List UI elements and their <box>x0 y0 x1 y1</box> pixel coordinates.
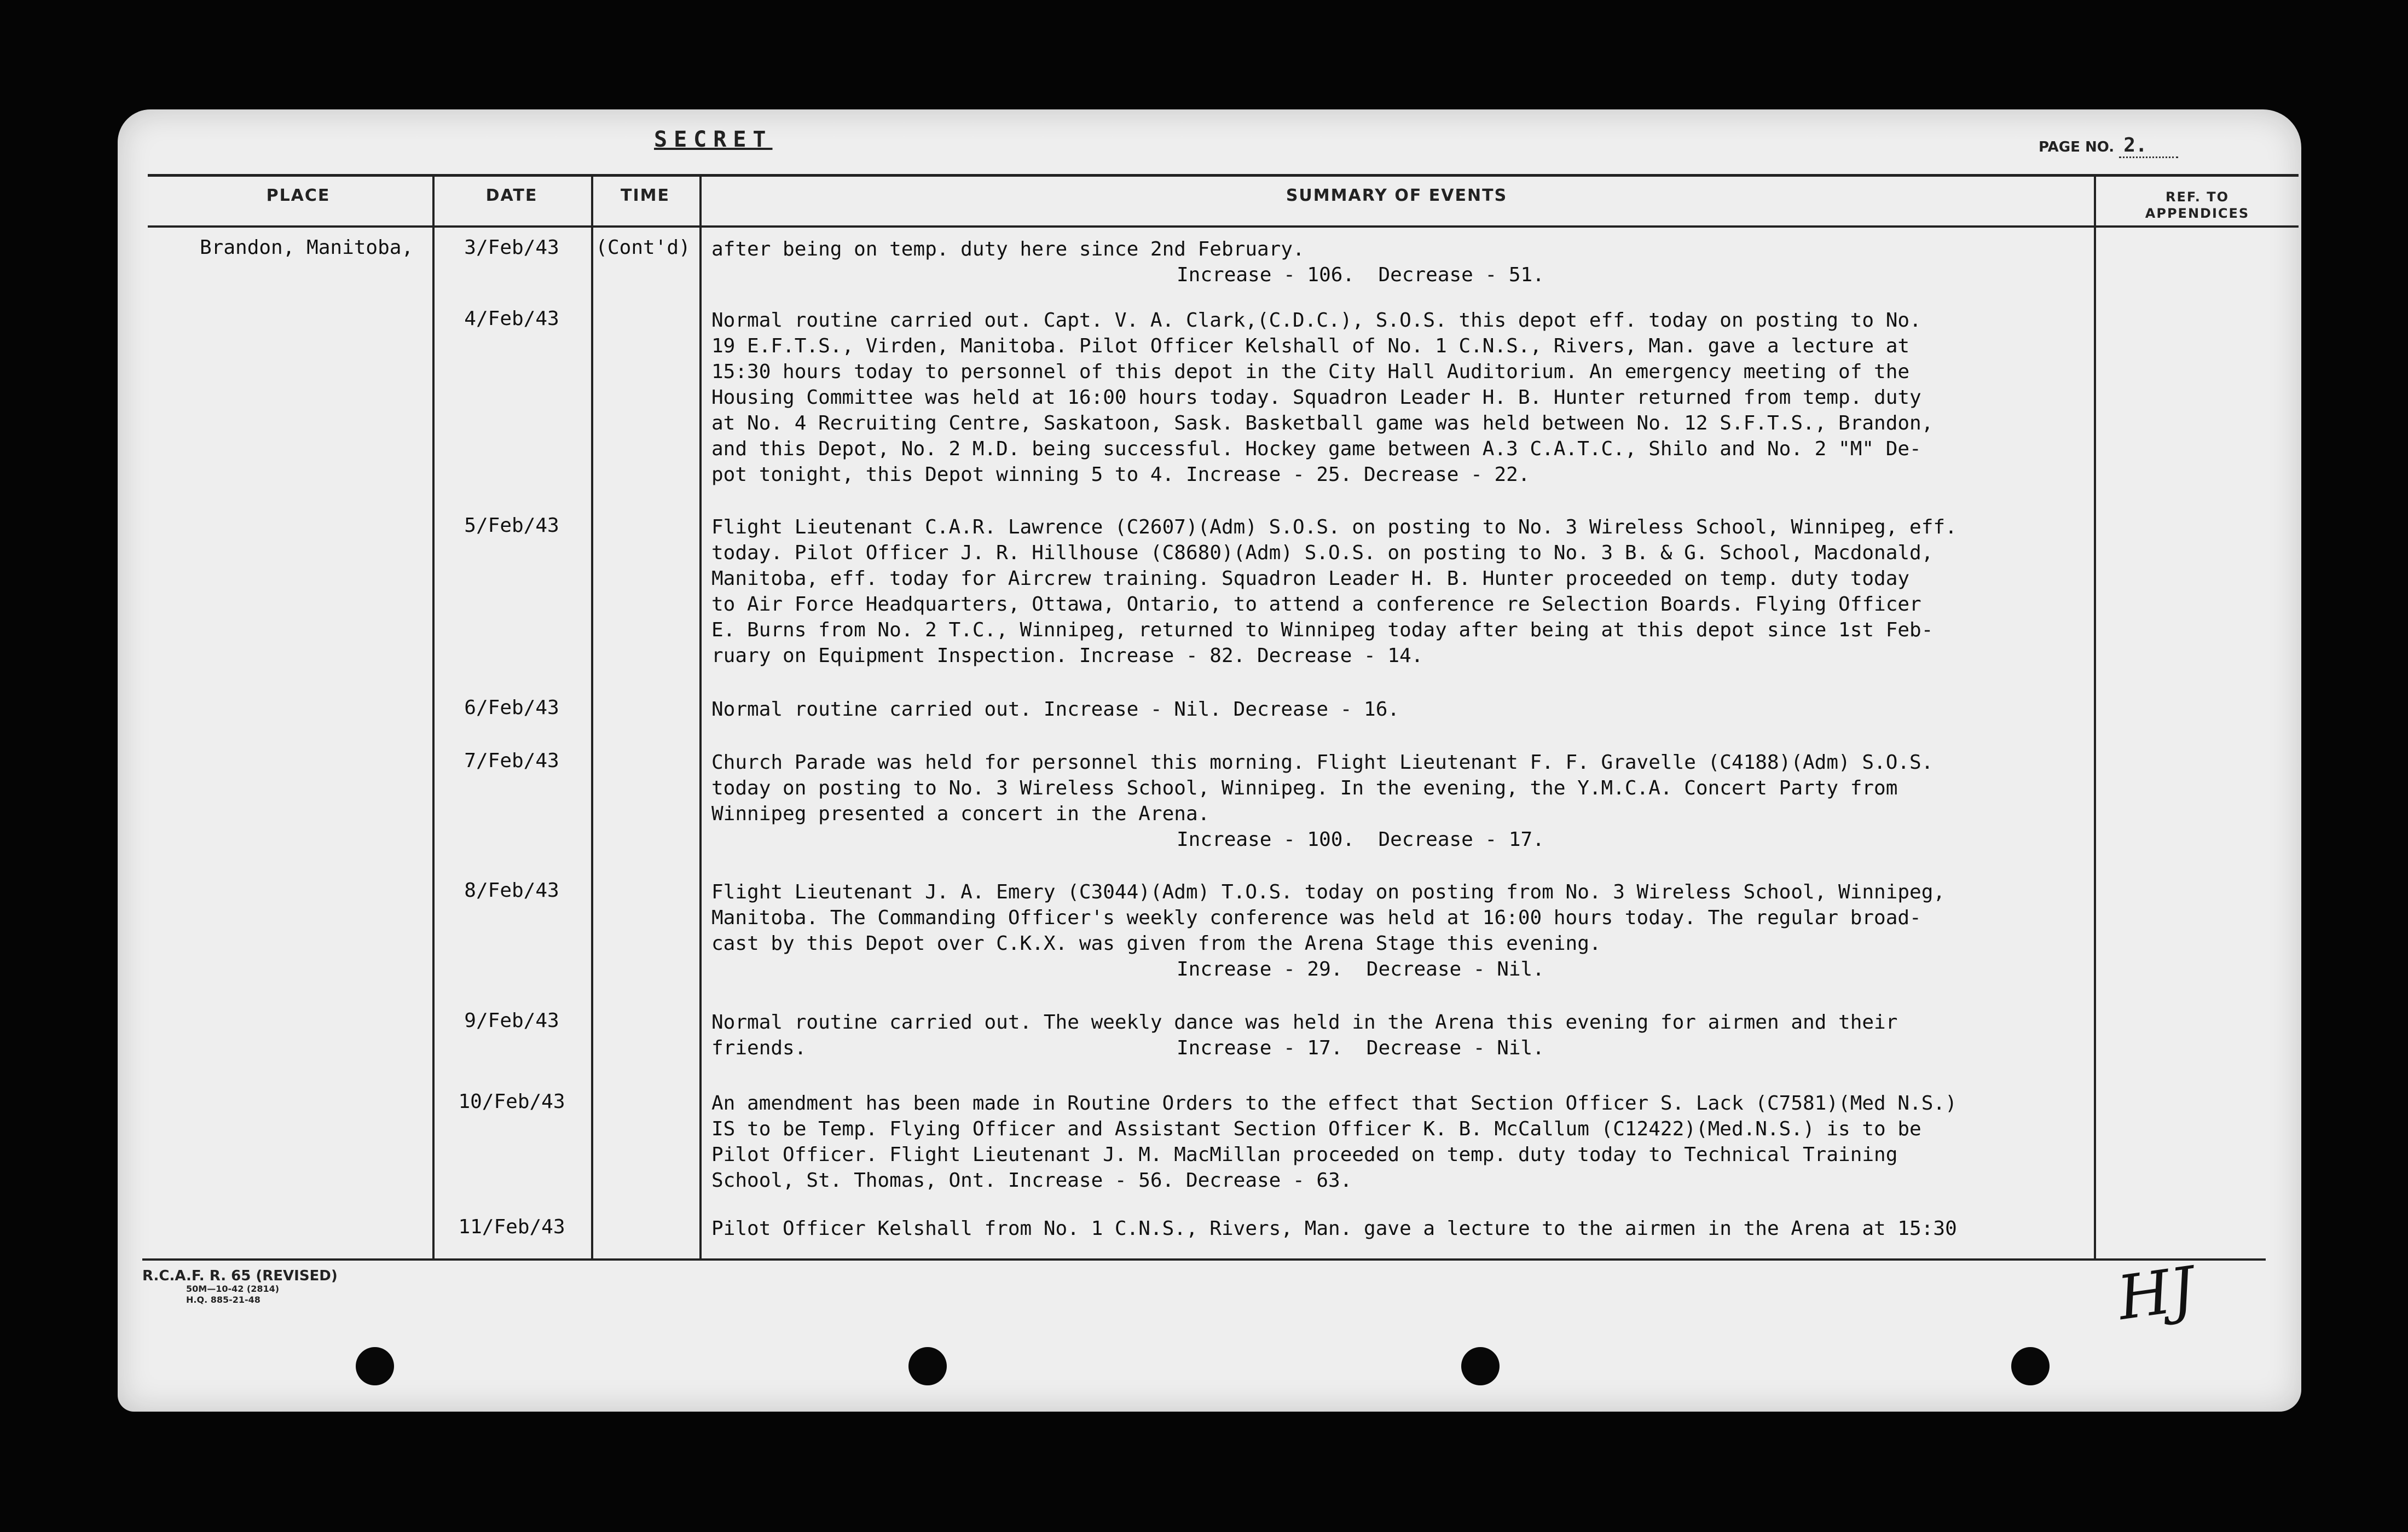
summary-line: Normal routine carried out. The weekly dance was held in the Arena this evening for airmen and their <box>711 1011 1898 1034</box>
header-bottom-rule <box>148 225 2299 228</box>
entry-date: 8/Feb/43 <box>464 879 559 902</box>
table-top-rule <box>148 174 2299 177</box>
place-column-divider <box>432 174 435 1258</box>
summary-line: Pilot Officer Kelshall from No. 1 C.N.S., Rivers, Man. gave a lecture to the airmen in the Arena at 15:30 <box>711 1217 1957 1240</box>
summary-line: An amendment has been made in Routine Orders to the effect that Section Officer S. Lack (C7581)(Med N.S.) <box>711 1092 1957 1115</box>
summary-line: today. Pilot Officer J. R. Hillhouse (C8680)(Adm) S.O.S. on posting to No. 3 B. & G. School, Macdonald, <box>711 542 1934 564</box>
summary-line: friends. <box>711 1037 807 1059</box>
entry-summary <box>711 879 2080 982</box>
entry-date: 6/Feb/43 <box>464 697 559 719</box>
summary-tally: Increase - 17. Decrease - Nil. <box>1177 1037 1544 1059</box>
summary-line: E. Burns from No. 2 T.C., Winnipeg, returned to Winnipeg today after being at this depot since 1st Feb- <box>711 619 1934 641</box>
summary-line: Church Parade was held for personnel this morning. Flight Lieutenant F. F. Gravelle (C4188)(Adm) S.O.S. <box>711 751 1934 774</box>
date-column-header: DATE <box>485 186 538 205</box>
summary-line: Normal routine carried out. Capt. V. A. Clark,(C.D.C.), S.O.S. this depot eff. today on posting to No. <box>711 309 1921 332</box>
summary-tally: Increase - 106. Decrease - 51. <box>1177 264 1544 286</box>
entry-summary <box>711 307 2080 488</box>
binder-hole <box>2011 1347 2050 1385</box>
summary-line: today on posting to No. 3 Wireless School, Winnipeg. In the evening, the Y.M.C.A. Concert Party from <box>711 777 1898 799</box>
entry-summary <box>711 1009 2080 1061</box>
summary-line: Flight Lieutenant J. A. Emery (C3044)(Adm) T.O.S. today on posting from No. 3 Wireless School, Winnipeg, <box>711 881 1946 903</box>
summary-line: Winnipeg presented a concert in the Arena. <box>711 803 1210 825</box>
date-column-divider <box>591 174 593 1258</box>
entry-summary <box>711 1216 2080 1241</box>
summary-line: Manitoba. The Commanding Officer's weekly conference was held at 16:00 hours today. The regular broad- <box>711 907 1921 929</box>
summary-line: 15:30 hours today to personnel of this depot in the City Hall Auditorium. An emergency meeting of the <box>711 361 1910 383</box>
entry-date: 9/Feb/43 <box>464 1009 559 1032</box>
entry-summary <box>711 750 2080 852</box>
entry-summary <box>711 1090 2080 1193</box>
entry-date: 10/Feb/43 <box>458 1090 565 1113</box>
summary-line: to Air Force Headquarters, Ottawa, Ontario, to attend a conference re Selection Boards. Flying Officer <box>711 593 1921 616</box>
summary-line: pot tonight, this Depot winning 5 to 4. Increase - 25. Decrease - 22. <box>711 463 1530 486</box>
time-column-divider <box>699 174 702 1258</box>
summary-line: Pilot Officer. Flight Lieutenant J. M. MacMillan proceeded on temp. duty today to Technical Training <box>711 1144 1898 1166</box>
summary-line: cast by this Depot over C.K.X. was given from the Arena Stage this evening. <box>711 932 1601 955</box>
summary-line: after being on temp. duty here since 2nd February. <box>711 238 1305 260</box>
entry-date: 7/Feb/43 <box>464 750 559 772</box>
page-number-label: PAGE NO. <box>2039 139 2115 155</box>
summary-line: at No. 4 Recruiting Centre, Saskatoon, Sask. Basketball game was held between No. 12 S.F.T.S., Brandon, <box>711 412 1934 434</box>
binder-hole <box>1461 1347 1500 1385</box>
place-cell: Brandon, Manitoba, <box>200 236 414 259</box>
summary-line: and this Depot, No. 2 M.D. being successful. Hockey game between A.3 C.A.T.C., Shilo and No. 2 "M" De- <box>711 438 1921 460</box>
page-number-value: 2. <box>2119 134 2178 158</box>
entry-time: (Cont'd) <box>595 236 691 259</box>
summary-column-divider <box>2094 174 2096 1258</box>
summary-line: ruary on Equipment Inspection. Increase - 82. Decrease - 14. <box>711 645 1423 667</box>
table-bottom-rule <box>142 1258 2266 1261</box>
form-id-line: R.C.A.F. R. 65 (REVISED) <box>142 1268 338 1284</box>
summary-line: IS to be Temp. Flying Officer and Assistant Section Officer K. B. McCallum (C12422)(Med.N.S.) is to be <box>711 1118 1921 1140</box>
entry-date: 3/Feb/43 <box>464 236 559 259</box>
classification-heading: SECRET <box>654 127 773 152</box>
summary-tally: Increase - 29. Decrease - Nil. <box>1177 958 1544 980</box>
entry-date: 11/Feb/43 <box>458 1216 565 1238</box>
place-column-header: PLACE <box>266 186 331 205</box>
entry-date: 5/Feb/43 <box>464 514 559 537</box>
summary-tally: Increase - 100. Decrease - 17. <box>1177 828 1544 851</box>
handwritten-initials: HJ <box>2113 1253 2199 1334</box>
ref-appendices-column-header <box>2096 189 2299 222</box>
summary-line: 19 E.F.T.S., Virden, Manitoba. Pilot Officer Kelshall of No. 1 C.N.S., Rivers, Man. gave a lecture at <box>711 335 1910 357</box>
summary-column-header: SUMMARY OF EVENTS <box>1286 186 1508 205</box>
time-column-header: TIME <box>621 186 670 205</box>
entry-summary <box>711 236 2080 288</box>
summary-line: School, St. Thomas, Ont. Increase - 56. Decrease - 63. <box>711 1169 1352 1192</box>
binder-hole <box>356 1347 394 1385</box>
entry-date: 4/Feb/43 <box>464 307 559 330</box>
form-hq-line: H.Q. 885-21-48 <box>186 1295 261 1305</box>
form-print-line: 50M—10-42 (2814) <box>186 1284 280 1294</box>
binder-hole <box>908 1347 947 1385</box>
summary-line: Manitoba, eff. today for Aircrew training. Squadron Leader H. B. Hunter proceeded on temp. duty today <box>711 567 1910 590</box>
entry-summary <box>711 514 2080 669</box>
ref-header-line2: APPENDICES <box>2145 206 2250 221</box>
entry-summary <box>711 697 2080 722</box>
ref-header-line1: REF. TO <box>2166 189 2229 205</box>
form-identifier <box>142 1268 338 1305</box>
summary-line: Housing Committee was held at 16:00 hours today. Squadron Leader H. B. Hunter returned from temp. duty <box>711 386 1921 409</box>
page-number-field <box>2039 134 2178 158</box>
summary-line: Normal routine carried out. Increase - Nil. Decrease - 16. <box>711 698 1400 721</box>
summary-line: Flight Lieutenant C.A.R. Lawrence (C2607)(Adm) S.O.S. on posting to No. 3 Wireless School, Winnipeg, eff. <box>711 516 1957 538</box>
